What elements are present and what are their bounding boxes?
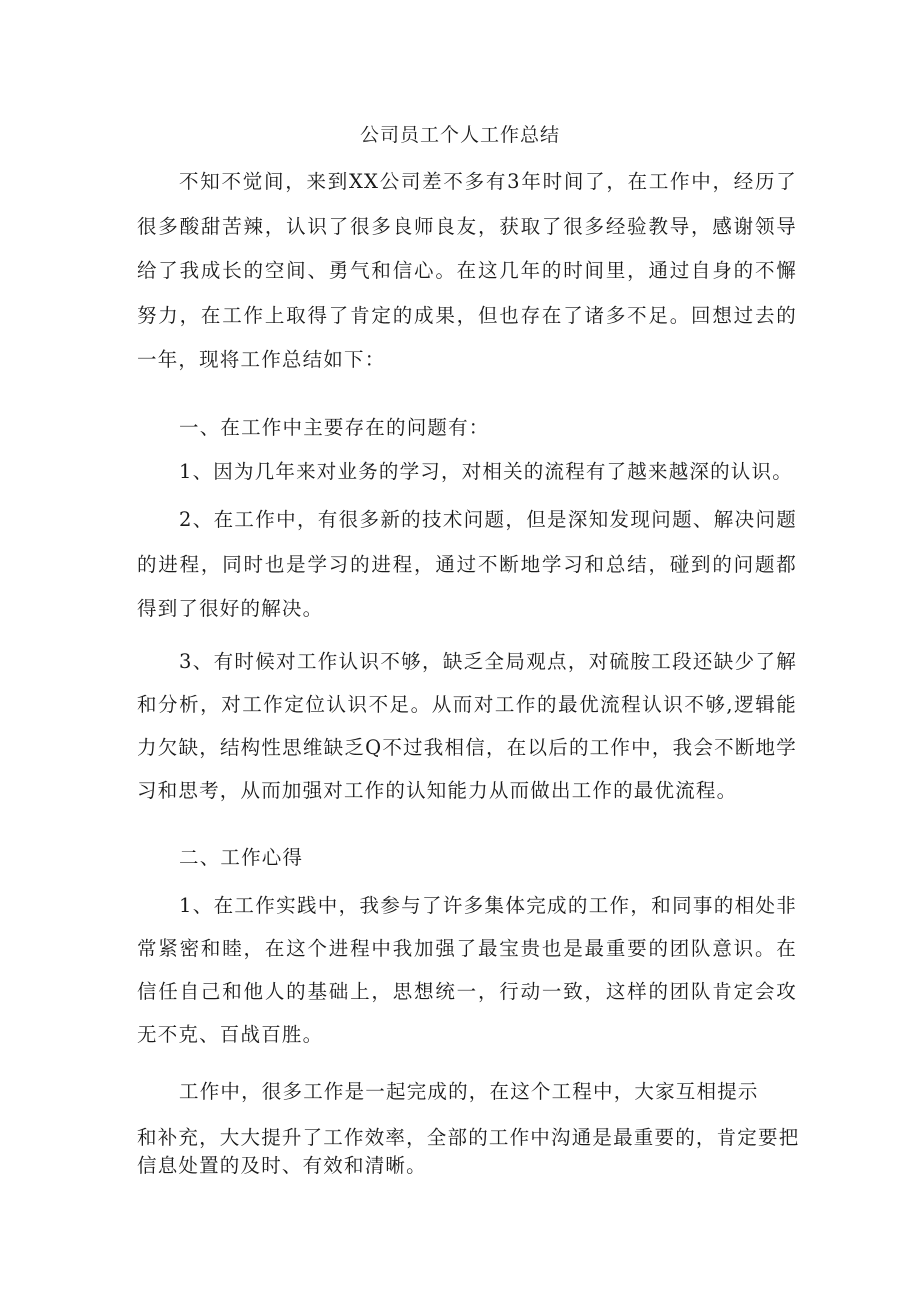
paragraph-tail-line-2: 和补充，大大提升了工作效率，全部的工作中沟通是最重要的，肯定要把 [137,1126,800,1149]
paragraph-intro: 不知不觉间，来到XX公司差不多有3年时间了，在工作中，经历了很多酸甜苦辣，认识了很多良师良友，获取了很多经验教导，感谢领导给了我成长的空间、勇气和信心。在这几年的时间里，通过自身的不懈努力，在工作上取得了肯定的成果，但也存在了诸多不足。回想过去的一年，现将工作总结如下： [137,170,797,371]
paragraph-problem-1: 1、因为几年来对业务的学习，对相关的流程有了越来越深的认识。 [179,460,793,483]
paragraph-insight-1: 1、在工作实践中，我参与了许多集体完成的工作，和同事的相处非常紧密和睦，在这个进程中我加强了最宝贵也是最重要的团队意识。在信任自己和他人的基础上，思想统一，行动一致，这样的团队肯定会攻无不克、百战百胜。 [137,894,797,1046]
paragraph-tail-line-1: 工作中，很多工作是一起完成的，在这个工程中，大家互相提示 [179,1080,759,1103]
paragraph-problem-3: 3、有时候对工作认识不够，缺乏全局观点，对硫胺工段还缺少了解和分析，对工作定位认识不足。从而对工作的最优流程认识不够,逻辑能力欠缺，结构性思维缺乏Q不过我相信，在以后的工作中，我会不断地学习和思考，从而加强对工作的认知能力从而做出工作的最优流程。 [137,650,797,802]
paragraph-problem-2: 2、在工作中，有很多新的技术问题，但是深知发现问题、解决问题的进程，同时也是学习的进程，通过不断地学习和总结，碰到的问题都得到了很好的解决。 [137,508,797,620]
paragraph-tail-line-3: 信息处置的及时、有效和清晰。 [137,1154,427,1177]
document-title: 公司员工个人工作总结 [359,124,560,146]
section-heading-problems: 一、在工作中主要存在的问题有： [179,416,490,439]
section-heading-insights: 二、工作心得 [179,846,304,869]
